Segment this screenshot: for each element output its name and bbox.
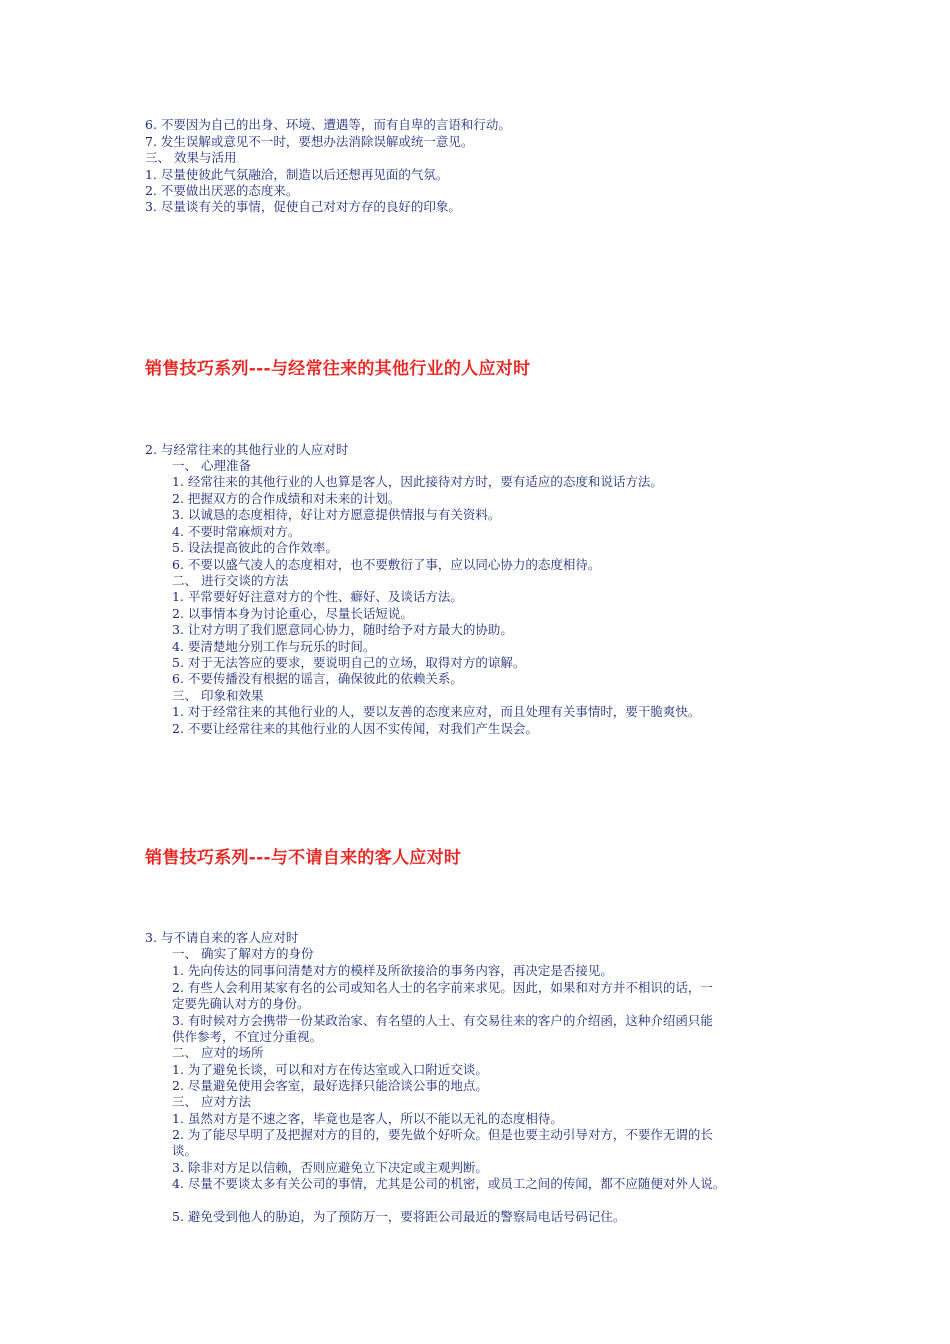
text-line: 6. 不要因为自己的出身、环境、遭遇等，而有自卑的言语和行动。 (145, 117, 511, 132)
text-line: 供作参考，不宜过分重视。 (172, 1029, 323, 1044)
text-line: 7. 发生误解或意见不一时，要想办法消除误解或统一意见。 (145, 134, 474, 149)
text-line: 定要先确认对方的身份。 (172, 996, 310, 1011)
text-line: 4. 要清楚地分别工作与玩乐的时间。 (172, 639, 376, 654)
text-line: 5. 避免受到他人的胁迫，为了预防万一，要将距公司最近的警察局电话号码记住。 (172, 1209, 626, 1224)
text-line: 6. 不要传播没有根据的谣言，确保彼此的依赖关系。 (172, 671, 463, 686)
text-line: 3. 以诚恳的态度相待，好让对方愿意提供情报与有关资料。 (172, 507, 501, 522)
text-line: 2. 不要让经常往来的其他行业的人因不实传闻，对我们产生误会。 (172, 721, 538, 736)
text-line: 一、 心理准备 (172, 458, 251, 473)
text-line: 2. 把握双方的合作成绩和对未来的计划。 (172, 491, 401, 506)
text-line: 1. 为了避免长谈，可以和对方在传达室或入口附近交谈。 (172, 1062, 488, 1077)
text-line: 2. 不要做出厌恶的态度来。 (145, 183, 299, 198)
text-line: 3. 与不请自来的客人应对时 (145, 930, 299, 945)
text-line: 5. 设法提高彼此的合作效率。 (172, 540, 338, 555)
section-heading: 销售技巧系列---与经常往来的其他行业的人应对时 (145, 359, 531, 379)
text-line: 1. 尽量使彼此气氛融洽，制造以后还想再见面的气氛。 (145, 167, 449, 182)
text-line: 二、 进行交谈的方法 (172, 573, 289, 588)
text-line: 3. 尽量谈有关的事情，促使自己对对方存的良好的印象。 (145, 199, 461, 214)
text-line: 二、 应对的场所 (172, 1045, 264, 1060)
text-line: 4. 不要时常麻烦对方。 (172, 524, 301, 539)
text-line: 2. 与经常往来的其他行业的人应对时 (145, 442, 349, 457)
text-line: 1. 对于经常往来的其他行业的人，要以友善的态度来应对，而且处理有关事情时，要干脆爽快。 (172, 704, 701, 719)
text-line: 一、 确实了解对方的身份 (172, 946, 314, 961)
text-line: 三、 印象和效果 (172, 688, 264, 703)
text-line: 1. 平常要好好注意对方的个性、癖好、及谈话方法。 (172, 589, 463, 604)
text-line: 2. 尽量避免使用会客室，最好选择只能洽谈公事的地点。 (172, 1078, 488, 1093)
text-line: 3. 除非对方足以信赖，否则应避免立下决定或主观判断。 (172, 1160, 488, 1175)
text-line: 1. 虽然对方是不速之客，毕竟也是客人，所以不能以无礼的态度相待。 (172, 1111, 563, 1126)
text-line: 2. 以事情本身为讨论重心，尽量长话短说。 (172, 606, 413, 621)
text-line: 6. 不要以盛气凌人的态度相对，也不要敷衍了事，应以同心协力的态度相待。 (172, 557, 601, 572)
text-line: 3. 有时候对方会携带一份某政治家、有名望的人士、有交易往来的客户的介绍函，这种介绍函只能 (172, 1013, 713, 1028)
text-line: 5. 对于无法答应的要求，要说明自己的立场，取得对方的谅解。 (172, 655, 526, 670)
text-line: 谈。 (172, 1143, 198, 1158)
text-line: 1. 经常往来的其他行业的人也算是客人，因此接待对方时，要有适应的态度和说话方法。 (172, 474, 663, 489)
text-line: 三、 效果与活用 (145, 150, 237, 165)
text-line: 4. 尽量不要谈太多有关公司的事情，尤其是公司的机密，或员工之间的传闻，都不应随便对外人说。 (172, 1176, 726, 1191)
text-line: 3. 让对方明了我们愿意同心协力，随时给予对方最大的协助。 (172, 622, 513, 637)
text-line: 2. 为了能尽早明了及把握对方的目的，要先做个好听众。但是也要主动引导对方，不要作无谓的长 (172, 1127, 713, 1142)
section-heading: 销售技巧系列---与不请自来的客人应对时 (145, 848, 462, 868)
text-line: 1. 先向传达的同事问清楚对方的模样及所欲接洽的事务内容，再决定是否接见。 (172, 963, 613, 978)
text-line: 三、 应对方法 (172, 1094, 251, 1109)
text-line: 2. 有些人会利用某家有名的公司或知名人士的名字前来求见。因此，如果和对方并不相识的话，一 (172, 980, 713, 995)
